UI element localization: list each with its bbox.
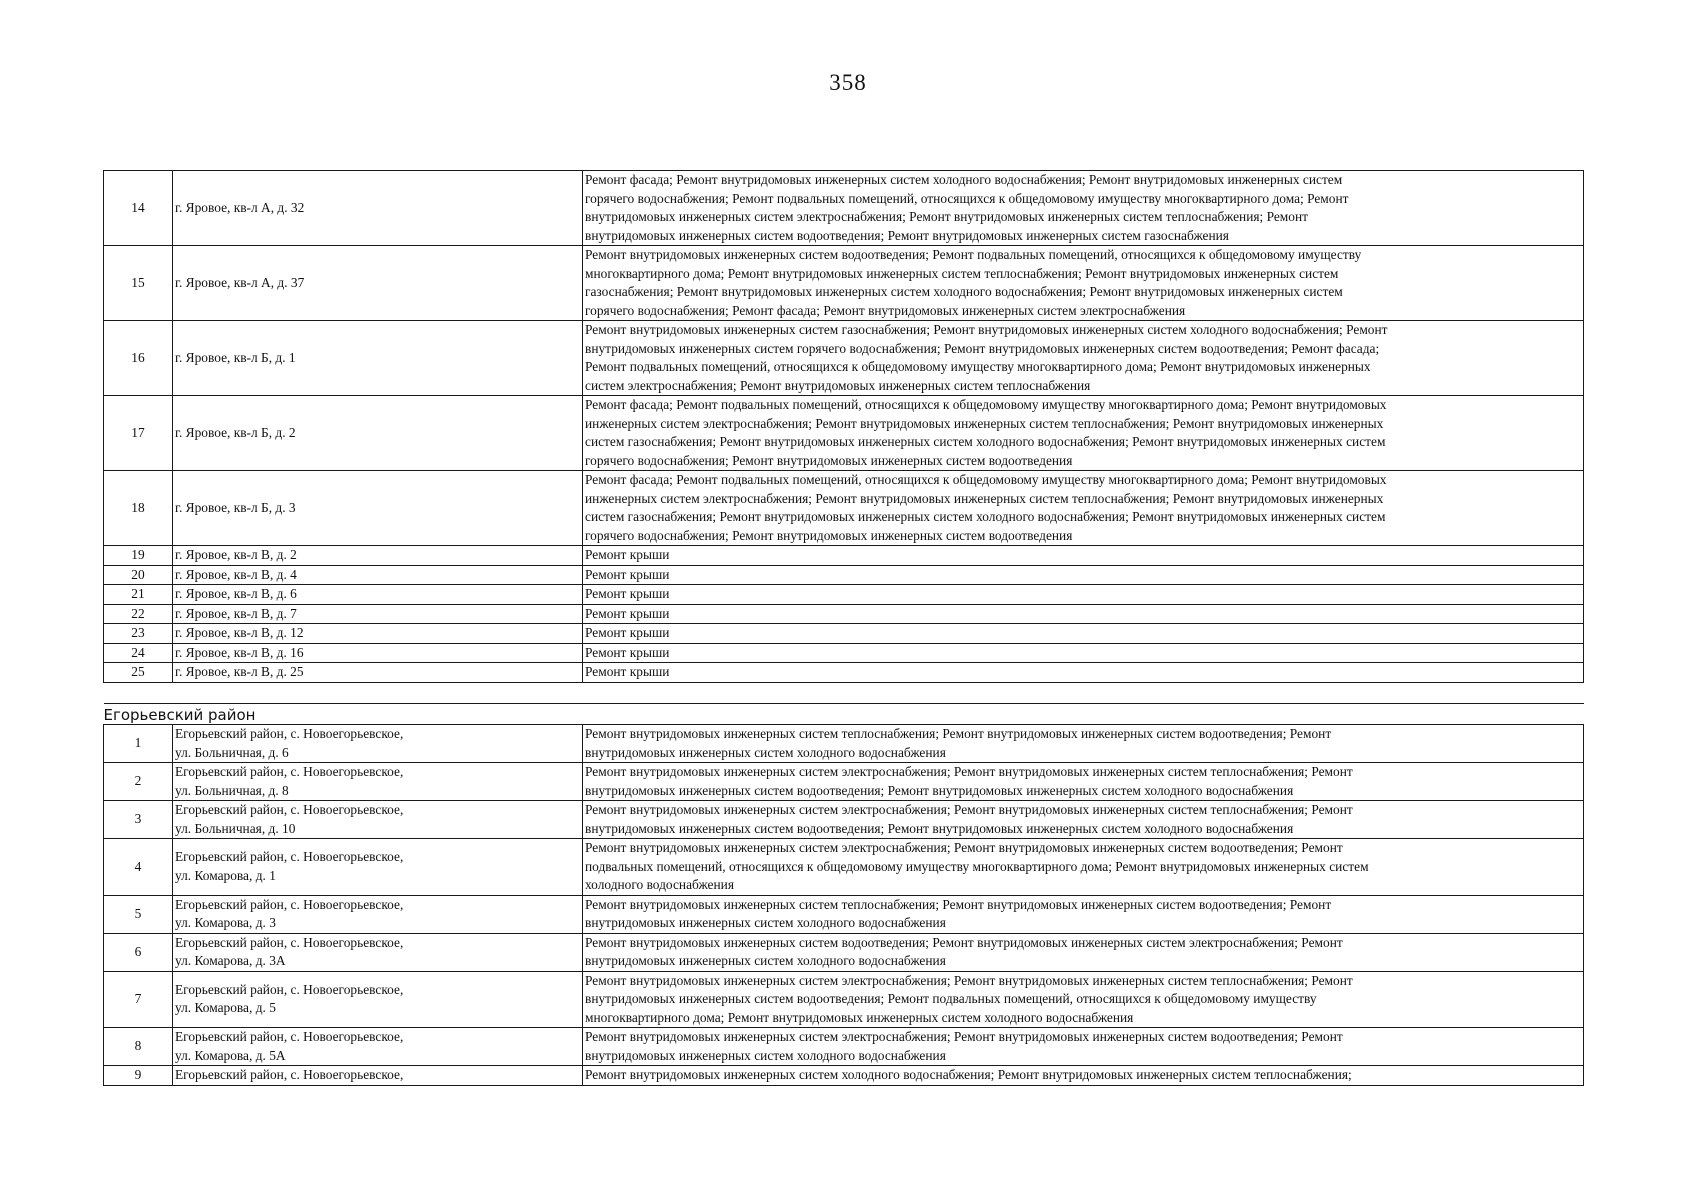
row-number: 22 — [104, 604, 173, 624]
table-row — [104, 839, 1584, 896]
row-number: 16 — [104, 321, 173, 396]
row-address: Егорьевский район, с. Новоегорьевское, ул. Комарова, д. 3 — [173, 895, 583, 933]
row-number: 14 — [104, 171, 173, 246]
table-row — [104, 763, 1584, 801]
row-address: Егорьевский район, с. Новоегорьевское, ул. Комарова, д. 1 — [173, 839, 583, 896]
row-work-types: Ремонт крыши — [583, 643, 1584, 663]
row-address: г. Яровое, кв-л В, д. 2 — [173, 546, 583, 566]
row-address: г. Яровое, кв-л В, д. 12 — [173, 624, 583, 644]
section-title: Егорьевский район — [104, 703, 1584, 725]
section-spacer — [104, 682, 1584, 703]
table-row — [104, 546, 1584, 566]
row-number: 25 — [104, 663, 173, 683]
row-work-types: Ремонт крыши — [583, 624, 1584, 644]
row-work-types: Ремонт крыши — [583, 585, 1584, 605]
row-work-types: Ремонт крыши — [583, 565, 1584, 585]
row-work-types: Ремонт внутридомовых инженерных систем газоснабжения; Ремонт внутридомовых инженерных систем холодного водоснабжения; Ремонт внутридомовых инженерных систем горячего водоснабжения; Ремонт внутридомовых инженерных систем водоотведения; Ремонт фасада; Ремонт подвальных помещений, относящихся к общедомовому имуществу многоквартирного дома; Ремонт внутридомовых инженерных систем электроснабжения; Ремонт внутридомовых инженерных систем теплоснабжения — [583, 321, 1584, 396]
row-work-types: Ремонт фасада; Ремонт подвальных помещений, относящихся к общедомовому имуществу многоквартирного дома; Ремонт внутридомовых инженерных систем электроснабжения; Ремонт внутридомовых инженерных систем теплоснабжения; Ремонт внутридомовых инженерных систем газоснабжения; Ремонт внутридомовых инженерных систем холодного водоснабжения; Ремонт внутридомовых инженерных систем горячего водоснабжения; Ремонт внутридомовых инженерных систем водоотведения — [583, 471, 1584, 546]
row-address: г. Яровое, кв-л В, д. 25 — [173, 663, 583, 683]
row-address: г. Яровое, кв-л Б, д. 1 — [173, 321, 583, 396]
row-address: г. Яровое, кв-л А, д. 37 — [173, 246, 583, 321]
spacer-cell — [104, 682, 1584, 703]
row-work-types: Ремонт крыши — [583, 546, 1584, 566]
row-number: 7 — [104, 971, 173, 1028]
row-address: Егорьевский район, с. Новоегорьевское, ул. Комарова, д. 5 — [173, 971, 583, 1028]
row-number: 2 — [104, 763, 173, 801]
row-work-types: Ремонт крыши — [583, 663, 1584, 683]
row-work-types: Ремонт фасада; Ремонт подвальных помещений, относящихся к общедомовому имуществу многоквартирного дома; Ремонт внутридомовых инженерных систем электроснабжения; Ремонт внутридомовых инженерных систем теплоснабжения; Ремонт внутридомовых инженерных систем газоснабжения; Ремонт внутридомовых инженерных систем холодного водоснабжения; Ремонт внутридомовых инженерных систем горячего водоснабжения; Ремонт внутридомовых инженерных систем водоотведения — [583, 396, 1584, 471]
row-number: 17 — [104, 396, 173, 471]
row-work-types: Ремонт внутридомовых инженерных систем электроснабжения; Ремонт внутридомовых инженерных систем водоотведения; Ремонт подвальных помещений, относящихся к общедомовому имуществу многоквартирного дома; Ремонт внутридомовых инженерных систем холодного водоснабжения — [583, 839, 1584, 896]
table-row — [104, 643, 1584, 663]
table-row — [104, 725, 1584, 763]
table-row — [104, 971, 1584, 1028]
repair-table — [103, 170, 1584, 1086]
row-number: 18 — [104, 471, 173, 546]
row-number: 5 — [104, 895, 173, 933]
row-number: 21 — [104, 585, 173, 605]
table-row — [104, 246, 1584, 321]
table-row — [104, 171, 1584, 246]
row-number: 1 — [104, 725, 173, 763]
table-row — [104, 585, 1584, 605]
row-address: г. Яровое, кв-л В, д. 4 — [173, 565, 583, 585]
page-number: 358 — [829, 70, 867, 95]
row-number: 24 — [104, 643, 173, 663]
row-number: 20 — [104, 565, 173, 585]
row-work-types: Ремонт внутридомовых инженерных систем электроснабжения; Ремонт внутридомовых инженерных систем теплоснабжения; Ремонт внутридомовых инженерных систем водоотведения; Ремонт подвальных помещений, относящихся к общедомовому имуществу многоквартирного дома; Ремонт внутридомовых инженерных систем холодного водоснабжения — [583, 971, 1584, 1028]
repair-table-body — [104, 171, 1584, 1086]
table-row — [104, 471, 1584, 546]
row-work-types: Ремонт фасада; Ремонт внутридомовых инженерных систем холодного водоснабжения; Ремонт внутридомовых инженерных систем горячего водоснабжения; Ремонт подвальных помещений, относящихся к общедомовому имуществу многоквартирного дома; Ремонт внутридомовых инженерных систем электроснабжения; Ремонт внутридомовых инженерных систем теплоснабжения; Ремонт внутридомовых инженерных систем водоотведения; Ремонт внутридомовых инженерных систем газоснабжения — [583, 171, 1584, 246]
table-row — [104, 1028, 1584, 1066]
row-address: Егорьевский район, с. Новоегорьевское, — [173, 1066, 583, 1086]
row-work-types: Ремонт внутридомовых инженерных систем электроснабжения; Ремонт внутридомовых инженерных систем теплоснабжения; Ремонт внутридомовых инженерных систем водоотведения; Ремонт внутридомовых инженерных систем холодного водоснабжения — [583, 763, 1584, 801]
table-row — [104, 624, 1584, 644]
row-work-types: Ремонт внутридомовых инженерных систем холодного водоснабжения; Ремонт внутридомовых инженерных систем теплоснабжения; — [583, 1066, 1584, 1086]
row-number: 9 — [104, 1066, 173, 1086]
row-work-types: Ремонт внутридомовых инженерных систем водоотведения; Ремонт внутридомовых инженерных систем электроснабжения; Ремонт внутридомовых инженерных систем холодного водоснабжения — [583, 933, 1584, 971]
row-address: Егорьевский район, с. Новоегорьевское, ул. Больничная, д. 10 — [173, 801, 583, 839]
table-row — [104, 895, 1584, 933]
row-address: г. Яровое, кв-л В, д. 16 — [173, 643, 583, 663]
row-address: г. Яровое, кв-л Б, д. 2 — [173, 396, 583, 471]
row-number: 19 — [104, 546, 173, 566]
table-row — [104, 396, 1584, 471]
row-address: Егорьевский район, с. Новоегорьевское, ул. Комарова, д. 3А — [173, 933, 583, 971]
section-header-row — [104, 703, 1584, 725]
row-address: Егорьевский район, с. Новоегорьевское, ул. Больничная, д. 6 — [173, 725, 583, 763]
row-address: г. Яровое, кв-л Б, д. 3 — [173, 471, 583, 546]
row-number: 23 — [104, 624, 173, 644]
row-work-types: Ремонт внутридомовых инженерных систем водоотведения; Ремонт подвальных помещений, относящихся к общедомовому имуществу многоквартирного дома; Ремонт внутридомовых инженерных систем теплоснабжения; Ремонт внутридомовых инженерных систем газоснабжения; Ремонт внутридомовых инженерных систем холодного водоснабжения; Ремонт внутридомовых инженерных систем горячего водоснабжения; Ремонт фасада; Ремонт внутридомовых инженерных систем электроснабжения — [583, 246, 1584, 321]
row-address: Егорьевский район, с. Новоегорьевское, ул. Комарова, д. 5А — [173, 1028, 583, 1066]
row-number: 4 — [104, 839, 173, 896]
row-address: Егорьевский район, с. Новоегорьевское, ул. Больничная, д. 8 — [173, 763, 583, 801]
table-row — [104, 321, 1584, 396]
table-row — [104, 604, 1584, 624]
table-row — [104, 565, 1584, 585]
row-address: г. Яровое, кв-л В, д. 6 — [173, 585, 583, 605]
row-work-types: Ремонт внутридомовых инженерных систем электроснабжения; Ремонт внутридомовых инженерных систем теплоснабжения; Ремонт внутридомовых инженерных систем водоотведения; Ремонт внутридомовых инженерных систем холодного водоснабжения — [583, 801, 1584, 839]
row-number: 15 — [104, 246, 173, 321]
row-work-types: Ремонт внутридомовых инженерных систем электроснабжения; Ремонт внутридомовых инженерных систем водоотведения; Ремонт внутридомовых инженерных систем холодного водоснабжения — [583, 1028, 1584, 1066]
row-number: 3 — [104, 801, 173, 839]
table-row — [104, 933, 1584, 971]
row-number: 6 — [104, 933, 173, 971]
row-number: 8 — [104, 1028, 173, 1066]
row-work-types: Ремонт внутридомовых инженерных систем теплоснабжения; Ремонт внутридомовых инженерных систем водоотведения; Ремонт внутридомовых инженерных систем холодного водоснабжения — [583, 725, 1584, 763]
table-row — [104, 1066, 1584, 1086]
table-row — [104, 663, 1584, 683]
row-work-types: Ремонт внутридомовых инженерных систем теплоснабжения; Ремонт внутридомовых инженерных систем водоотведения; Ремонт внутридомовых инженерных систем холодного водоснабжения — [583, 895, 1584, 933]
row-work-types: Ремонт крыши — [583, 604, 1584, 624]
table-row — [104, 801, 1584, 839]
row-address: г. Яровое, кв-л А, д. 32 — [173, 171, 583, 246]
row-address: г. Яровое, кв-л В, д. 7 — [173, 604, 583, 624]
